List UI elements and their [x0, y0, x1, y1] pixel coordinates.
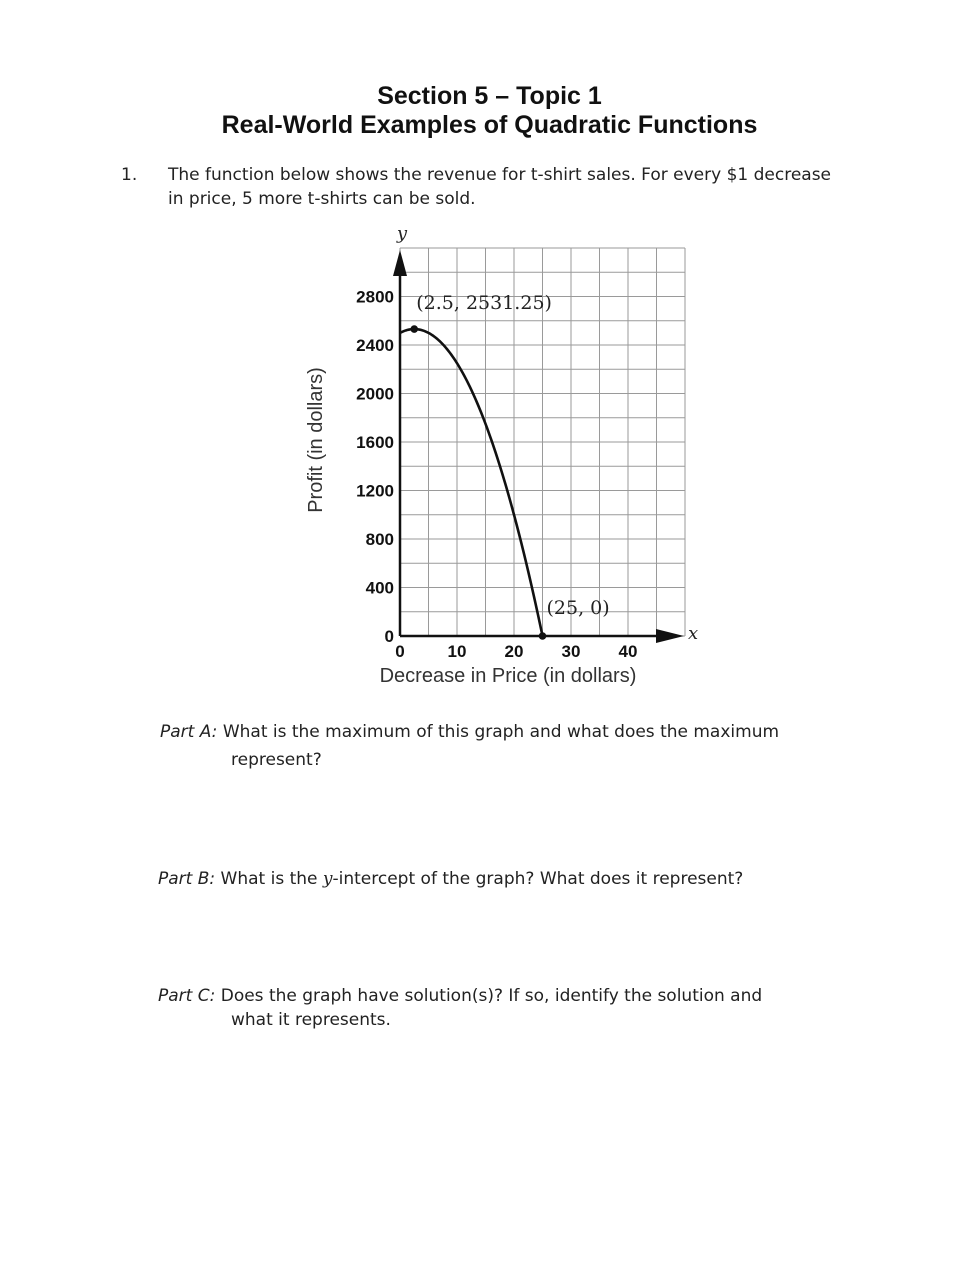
- part-a-text-cont: represent?: [231, 750, 322, 770]
- part-a-label: Part A:: [160, 722, 218, 742]
- y-tick-label: 1200: [356, 481, 394, 501]
- x-axis-variable: x: [688, 623, 699, 644]
- part-c-text-cont: what it represents.: [231, 1010, 391, 1030]
- section-title: Section 5 – Topic 1: [377, 82, 602, 110]
- x-tick-label: 10: [447, 642, 467, 661]
- part-a: [160, 718, 880, 774]
- y-tick-label: 0: [384, 627, 394, 646]
- part-a-text: What is the maximum of this graph and what does the maximum: [222, 722, 780, 742]
- y-axis-variable: y: [396, 223, 408, 244]
- x-axis-arrow: [656, 629, 684, 643]
- y-tick-label: 2400: [356, 336, 394, 355]
- x-tick-label: 30: [561, 642, 581, 661]
- part-b: [158, 865, 878, 893]
- y-axis-arrow: [393, 250, 407, 276]
- data-point: [410, 325, 418, 333]
- part-b-variable: y: [322, 869, 333, 889]
- part-c: [158, 984, 878, 1032]
- topic-title: Real-World Examples of Quadratic Functions: [221, 111, 758, 139]
- x-tick-label: 20: [504, 642, 524, 661]
- question-number: 1.: [121, 165, 138, 185]
- y-tick-label: 800: [365, 530, 394, 549]
- y-tick-label: 2800: [356, 287, 394, 307]
- x-tick-label: 40: [618, 642, 638, 661]
- point-label: (25, 0): [546, 597, 610, 619]
- y-tick-label: 1600: [356, 433, 394, 452]
- x-tick-label: 0: [395, 642, 405, 661]
- revenue-curve: [400, 329, 543, 636]
- y-tick-label: 400: [365, 578, 394, 598]
- part-c-text: Does the graph have solution(s)? If so, identify the solution and: [220, 986, 763, 1006]
- data-point: [539, 632, 547, 640]
- y-tick-label: 2000: [356, 384, 394, 404]
- y-tick-labels: [356, 288, 394, 647]
- part-c-label: Part C:: [158, 986, 216, 1006]
- y-axis-label: Profit (in dollars): [305, 367, 327, 513]
- x-axis-label: Decrease in Price (in dollars): [379, 665, 637, 687]
- point-label: (2.5, 2531.25): [416, 292, 552, 315]
- part-b-label: Part B:: [158, 869, 216, 889]
- x-tick-labels: [395, 642, 637, 661]
- part-b-text-post: -intercept of the graph? What does it represent?: [332, 869, 744, 889]
- part-b-text-pre: What is the: [220, 869, 323, 889]
- question-text: The function below shows the revenue for t-shirt sales. For every $1 decrease in price, 5 more t-shirts can be sold.: [168, 165, 832, 209]
